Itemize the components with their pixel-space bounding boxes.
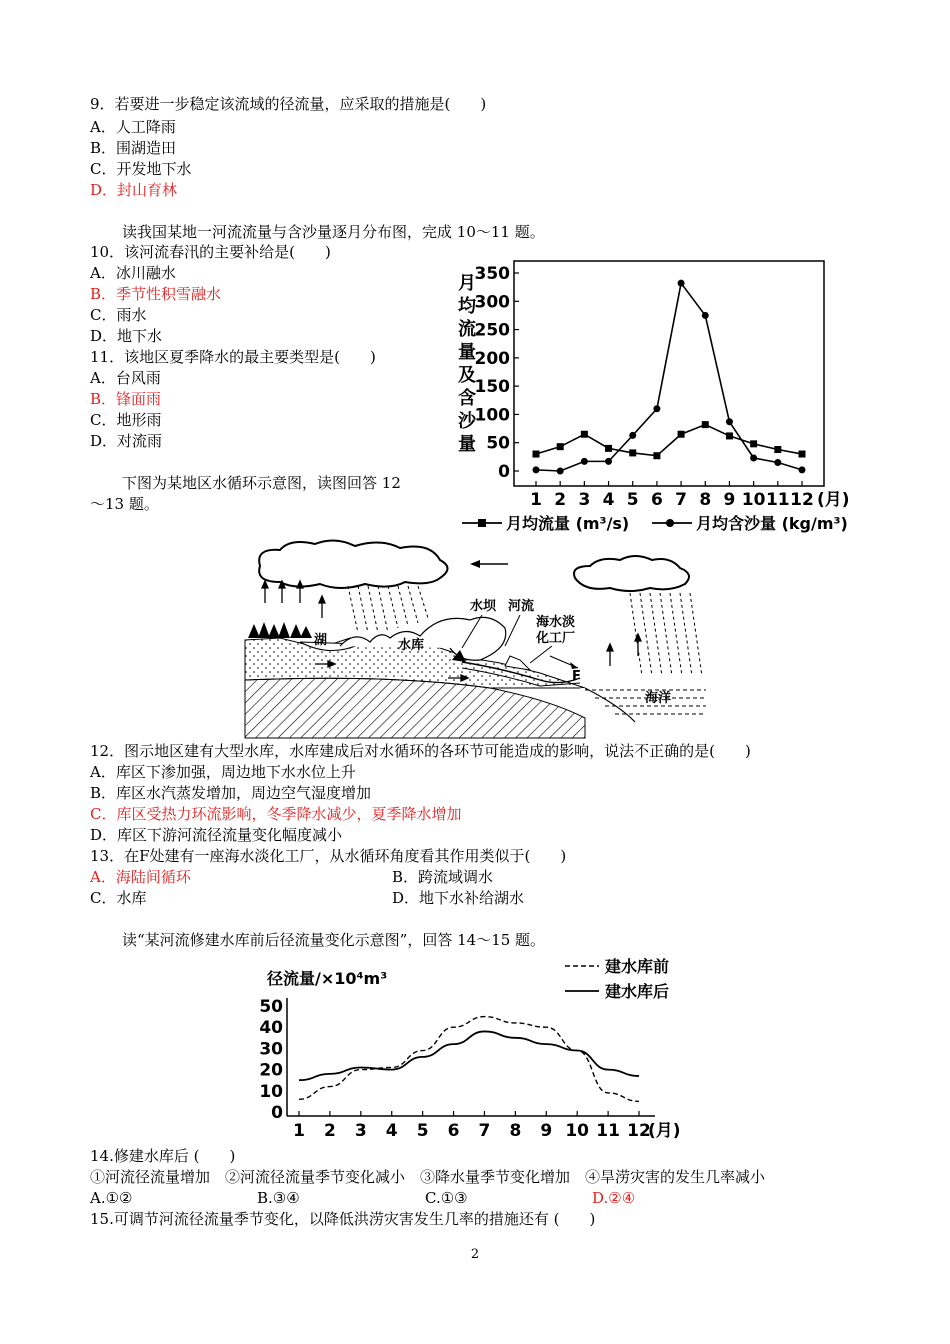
q14-statements: ①河流径流量增加 ②河流径流量季节变化减小 ③降水量季节变化增加 ④旱涝灾害的发生几率减小 (90, 1168, 766, 1186)
chart2-ytick-label: 30 (259, 1039, 283, 1060)
q11-stem: 11．该地区夏季降水的最主要类型是( ) (90, 348, 376, 366)
chart2-legend-before: 建水库前 (605, 957, 670, 976)
intro-12-13-line2: ～13 题。 (90, 495, 159, 513)
q14-option-d-answer: D.②④ (592, 1189, 636, 1207)
chart1-flow-point (678, 431, 685, 438)
q12-stem: 12．图示地区建有大型水库，水库建成后对水循环的各环节可能造成的影响，说法不正确的是( ) (90, 742, 751, 760)
chart1-sediment-point (653, 405, 660, 412)
ocean (580, 688, 708, 714)
chart1-sediment-point (774, 459, 781, 466)
chart1-xtick-label: 1 (530, 490, 542, 510)
q14-option-a: A.①② (90, 1189, 133, 1207)
chart2-xtick-label: 1 (293, 1121, 305, 1141)
page-number: 2 (470, 1247, 480, 1262)
q9-stem: 9．若要进一步稳定该流域的径流量，应采取的措施是( ) (90, 95, 487, 113)
chart1-flow-point (629, 449, 636, 456)
q12-option-c-answer: C．库区受热力环流影响，冬季降水减少，夏季降水增加 (90, 805, 462, 823)
chart1-flow-point (557, 443, 564, 450)
flow-sediment-chart (450, 255, 850, 540)
chart1-flow-point (653, 452, 660, 459)
chart1-sediment-point (581, 458, 588, 465)
chart1-xtick-label: 9 (723, 490, 736, 510)
chart1-legend-sediment: 月均含沙量 (kg/m³) (696, 514, 848, 533)
chart1-ytick-label: 300 (474, 292, 510, 313)
chart1-sediment-point (557, 468, 564, 475)
q11-option-d: D．对流雨 (90, 432, 163, 450)
chart1-flow-point (774, 446, 781, 453)
chart1-ytick-label: 250 (474, 320, 510, 341)
chart2-xtick-label: 7 (478, 1121, 491, 1141)
q10-option-c: C．雨水 (90, 306, 147, 324)
chart1-series-line (536, 283, 802, 471)
chart1-ylabel-char: 均 (458, 296, 476, 317)
chart2-xtick-label: 9 (540, 1121, 553, 1141)
chart1-xtick-label: 7 (675, 490, 688, 510)
q11-option-c: C．地形雨 (90, 411, 162, 429)
chart1-ytick-label: 150 (474, 377, 510, 398)
chart1-sediment-point (702, 312, 709, 319)
chart1-xtick-label: 10 (741, 490, 766, 510)
rain-right (630, 593, 702, 676)
cloud-left (259, 540, 447, 588)
q13-stem: 13．在F处建有一座海水淡化工厂，从水循环角度看其作用类似于( ) (90, 847, 567, 865)
chart1-ylabel-char: 含 (458, 388, 476, 409)
chart1-ylabel-char: 月 (458, 273, 476, 294)
point-f-label: F (572, 669, 581, 684)
chart2-x-unit: (月) (648, 1121, 681, 1141)
q14-stem: 14.修建水库后 ( ) (90, 1147, 236, 1165)
chart1-flow-point (702, 421, 709, 428)
q10-option-d: D．地下水 (90, 327, 163, 345)
chart1-ylabel-char: 量 (458, 434, 476, 455)
chart1-xtick-label: 3 (578, 490, 591, 510)
chart1-series-line (536, 425, 802, 456)
chart2-legend-after: 建水库后 (605, 982, 670, 1001)
chart1-ytick-label: 0 (498, 462, 510, 482)
chart2-xtick-label: 12 (627, 1121, 651, 1141)
chart1-sediment-point (750, 454, 757, 461)
chart2-series-before (299, 1017, 639, 1102)
chart1-ylabel-char: 量 (458, 342, 476, 363)
q13-option-c: C．水库 (90, 889, 147, 907)
chart1-sediment-point (678, 280, 685, 287)
chart2-legend (565, 957, 669, 1001)
chart1-ylabel-char: 及 (458, 365, 476, 386)
chart2-ytick-label: 20 (259, 1060, 283, 1081)
chart1-xtick-label: 5 (626, 490, 639, 510)
chart1-xtick-label: 4 (602, 490, 615, 510)
chart1-flow-point (581, 431, 588, 438)
intro-10-11: 读我国某地一河流流量与含沙量逐月分布图，完成 10～11 题。 (122, 223, 545, 241)
q13-option-b: B．跨流域调水 (392, 868, 494, 886)
chart2-xtick-label: 8 (509, 1121, 522, 1141)
chart1-sediment-point (629, 432, 636, 439)
q11-option-a: A．台风雨 (90, 369, 161, 387)
chart1-xtick-label: 11 (765, 490, 790, 510)
plant-label-line2: 化工厂 (536, 631, 576, 646)
q12-option-a: A．库区下渗加强，周边地下水水位上升 (90, 763, 356, 781)
chart1-flow-point (533, 451, 540, 458)
q11-option-b-answer: B．锋面雨 (90, 390, 162, 408)
q10-option-a: A．冰川融水 (90, 264, 176, 282)
q15-stem: 15.可调节河流径流量季节变化，以降低洪涝灾害发生几率的措施还有 ( ) (90, 1210, 596, 1228)
chart1-flow-point (726, 432, 733, 439)
q10-option-b-answer: B．季节性积雪融水 (90, 285, 222, 303)
chart1-xtick-label: 2 (554, 490, 567, 510)
intro-14-15: 读“某河流修建水库前后径流量变化示意图”，回答 14～15 题。 (122, 931, 546, 949)
q12-option-d: D．库区下游河流径流量变化幅度减小 (90, 826, 343, 844)
chart1-legend-flow: 月均流量 (m³/s) (506, 514, 630, 533)
chart1-sediment-point (799, 466, 806, 473)
chart2-xtick-label: 2 (323, 1121, 336, 1141)
q9-option-c: C．开发地下水 (90, 160, 192, 178)
plant-label-line1: 海水淡 (536, 615, 576, 630)
lake-label: 湖 (314, 633, 328, 648)
forest (248, 622, 312, 638)
q9-option-d-answer: D．封山育林 (90, 181, 178, 199)
chart2-xtick-label: 10 (565, 1121, 590, 1141)
q14-option-b: B.③④ (257, 1189, 300, 1207)
chart1-flow-point (799, 451, 806, 458)
chart1-ylabel-char: 沙 (458, 411, 476, 432)
chart2-ytick-label: 40 (259, 1018, 283, 1039)
q13-option-d: D．地下水补给湖水 (392, 889, 525, 907)
q9-option-a: A．人工降雨 (90, 118, 176, 136)
chart1-ylabel-char: 流 (458, 319, 476, 340)
chart2-xtick-label: 3 (354, 1121, 367, 1141)
reservoir-label: 水库 (398, 638, 425, 653)
q12-option-b: B．库区水汽蒸发增加，周边空气湿度增加 (90, 784, 372, 802)
dam-label: 水坝 (470, 599, 497, 614)
chart2-xtick-label: 6 (447, 1121, 460, 1141)
chart2-xtick-label: 4 (385, 1121, 398, 1141)
chart2-xtick-label: 11 (596, 1121, 620, 1141)
chart1-sediment-point (533, 466, 540, 473)
chart2-xtick-label: 5 (416, 1121, 429, 1141)
cloud-right (574, 556, 689, 591)
chart1-x-unit: (月) (817, 490, 850, 510)
chart1-xtick-label: 12 (790, 490, 814, 510)
chart1-xtick-label: 6 (650, 490, 663, 510)
chart1-sediment-point (726, 418, 733, 425)
chart2-ytick-label: 0 (271, 1103, 283, 1123)
q14-option-c: C.①③ (425, 1189, 468, 1207)
chart1-legend (462, 514, 848, 533)
chart1-flow-point (605, 445, 612, 452)
chart1-flow-point (750, 440, 757, 447)
chart1-ytick-label: 50 (486, 433, 510, 454)
chart1-ytick-label: 350 (474, 264, 510, 284)
intro-12-13-line1: 下图为某地区水循环示意图，读图回答 12 (122, 474, 401, 492)
q13-option-a-answer: A．海陆间循环 (90, 868, 191, 886)
chart1-sediment-point (605, 458, 612, 465)
chart2-ylabel: 径流量/×10⁴m³ (267, 969, 388, 988)
q9-option-b: B．围湖造田 (90, 139, 177, 157)
chart2-ytick-label: 50 (259, 997, 283, 1017)
rain-left (348, 586, 428, 633)
runoff-chart (255, 952, 695, 1144)
q10-stem: 10．该河流春汛的主要补给是( ) (90, 243, 331, 261)
chart2-ytick-label: 10 (259, 1081, 283, 1102)
ocean-label: 海洋 (645, 691, 672, 706)
chart1-xtick-label: 8 (699, 490, 712, 510)
chart1-ytick-label: 100 (474, 405, 510, 426)
water-cycle-diagram (240, 538, 710, 743)
chart1-ytick-label: 200 (474, 348, 510, 369)
river-label: 河流 (508, 599, 535, 614)
